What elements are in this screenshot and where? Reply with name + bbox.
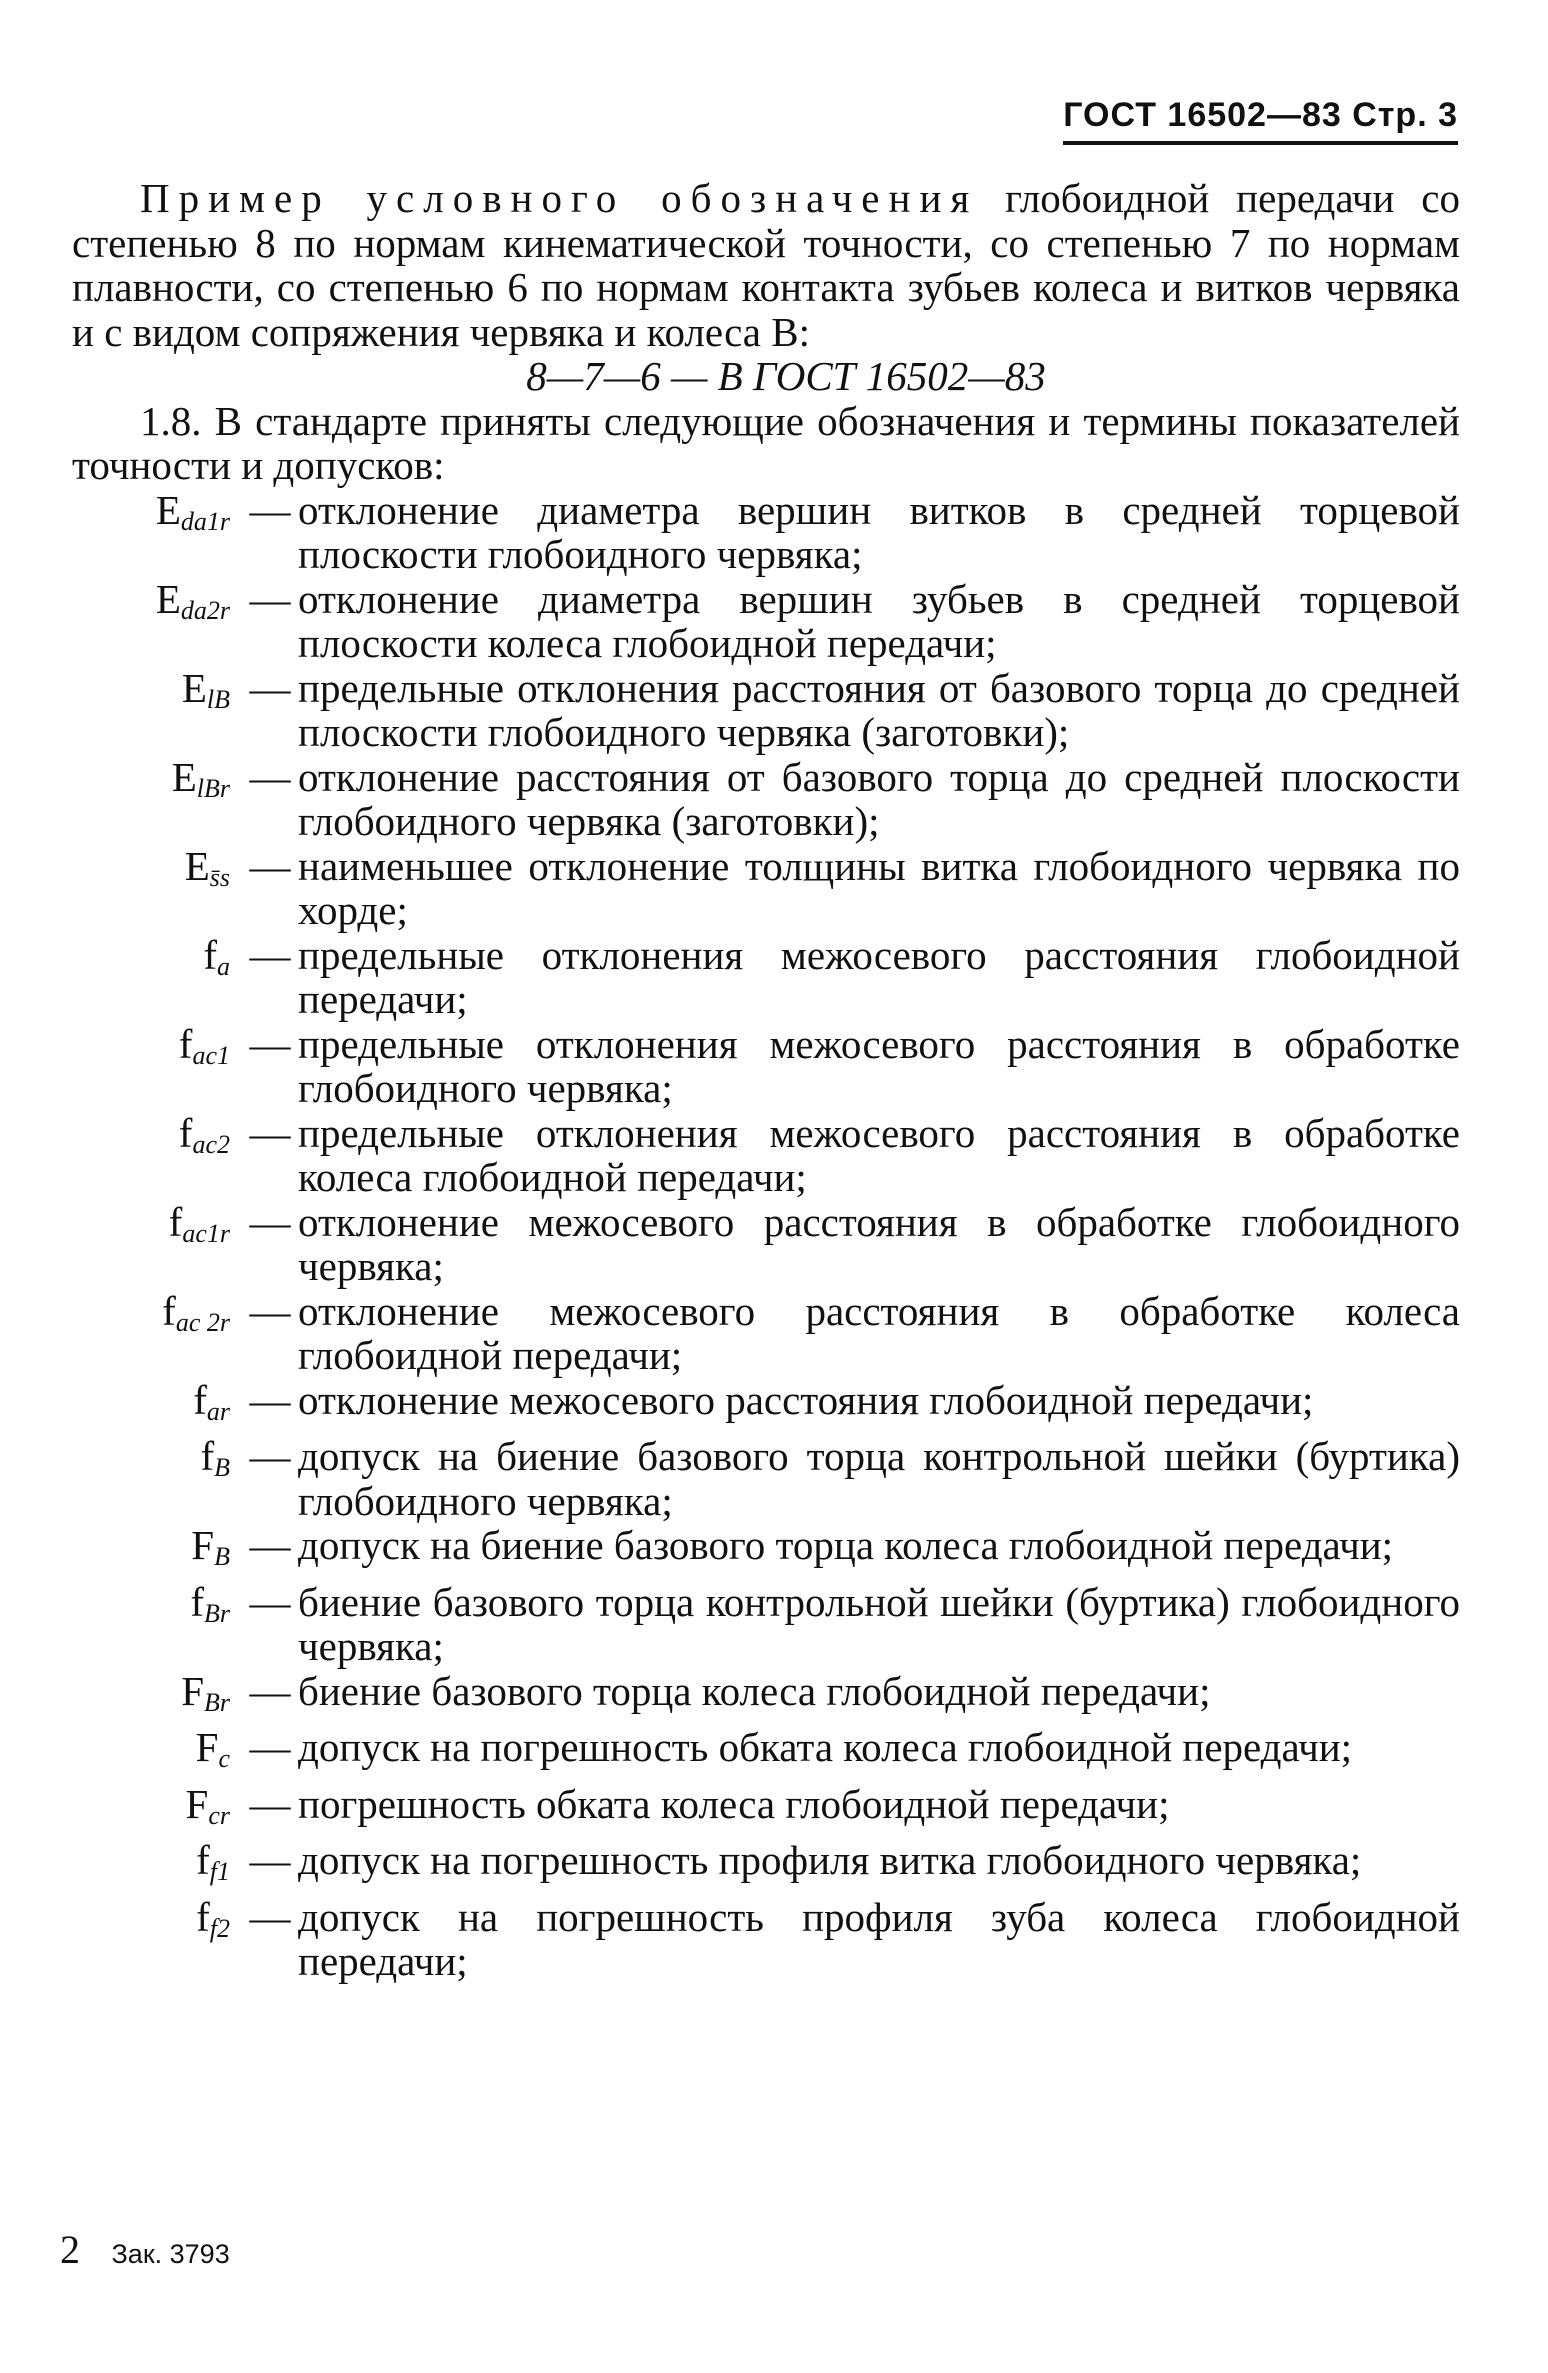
definition-dash: — (249, 1780, 291, 1827)
definition-symbol (72, 1580, 242, 1637)
definition-text: допуск на погрешность профиля витка глобоидного червяка; (298, 1837, 1362, 1883)
definition-symbol (72, 1838, 242, 1895)
definition-symbol (72, 666, 242, 723)
symbol-letter: E (155, 575, 181, 622)
definition-symbol (72, 1200, 242, 1257)
definition-dash: — (249, 1198, 291, 1245)
definition-text: предельные отклонения расстояния от базового торца до средней плоскости глобоидного червяка (заготовки); (298, 664, 1460, 755)
definition-row (72, 1782, 1460, 1839)
definition-text: отклонение межосевого расстояния в обработке глобоидного червяка; (298, 1198, 1460, 1289)
symbol-subscript: Br (204, 1598, 230, 1628)
symbol-subscript: B (214, 1453, 230, 1482)
definition-dash: — (249, 486, 291, 533)
definition-row (72, 1111, 1460, 1200)
definition-dash: — (249, 1020, 291, 1067)
definition-row (72, 1022, 1460, 1111)
definition-symbol (72, 1782, 242, 1839)
definition-dash: — (249, 842, 291, 889)
definition-text: предельные отклонения межосевого расстояния в обработке глобоидного червяка; (298, 1020, 1460, 1111)
symbol-letter: F (191, 1522, 215, 1568)
definition-dash: — (249, 1578, 291, 1625)
example-paragraph (72, 176, 1460, 354)
definition-row (72, 933, 1460, 1022)
definition-row (72, 1378, 1460, 1435)
definition-dash: — (249, 1837, 291, 1883)
definition-dash: — (249, 1522, 291, 1568)
definition-text: отклонение межосевого расстояния в обработке колеса глобоидной передачи; (298, 1287, 1460, 1378)
symbol-letter: E (171, 753, 197, 800)
definition-text: допуск на погрешность профиля зуба колеса глобоидной передачи; (298, 1893, 1460, 1984)
footer-page-number: 2 (60, 2227, 80, 2272)
definition-text: предельные отклонения межосевого расстояния в обработке колеса глобоидной передачи; (298, 1109, 1460, 1200)
definition-text: погрешность обката колеса глобоидной передачи; (298, 1780, 1170, 1827)
definition-row (72, 1434, 1460, 1523)
definition-symbol (72, 1022, 242, 1079)
definition-row (72, 1580, 1460, 1669)
symbol-letter: f (168, 1198, 183, 1245)
symbol-letter: f (203, 931, 217, 978)
symbol-letter: E (155, 486, 181, 533)
definition-symbol (72, 933, 242, 990)
symbol-letter: F (181, 1667, 204, 1714)
page-header: ГОСТ 16502—83 Стр. 3 (1063, 96, 1458, 145)
symbol-letter: f (196, 1893, 210, 1940)
definition-row (72, 666, 1460, 755)
definition-text: отклонение диаметра вершин зубьев в средней торцевой плоскости колеса глобоидной передачи; (298, 575, 1460, 666)
definition-dash: — (249, 1724, 291, 1770)
definition-dash: — (249, 931, 291, 978)
symbol-letter: f (196, 1837, 210, 1883)
symbol-subscript: c (218, 1744, 230, 1773)
example-text: глобоидной передачи со степенью 8 по нормам кинематической точности, со степенью 7 по нормам плавности, со степенью 6 по нормам контакта зубьев колеса и витков червяка и с видом сопряжения червяка и колеса В: (72, 175, 1460, 355)
definition-row (72, 488, 1460, 577)
symbol-subscript: s̄s (209, 862, 230, 892)
definition-dash: — (249, 1893, 291, 1940)
definition-text: отклонение межосевого расстояния глобоидной передачи; (298, 1376, 1314, 1423)
symbol-subscript: lB (206, 684, 230, 714)
symbol-letter: f (178, 1109, 193, 1156)
definition-text: допуск на биение базового торца контрольной шейки (буртика) глобоидного червяка; (298, 1433, 1460, 1524)
definition-symbol (72, 488, 242, 545)
definition-dash: — (249, 664, 291, 711)
definition-symbol (72, 1669, 242, 1726)
definition-row (72, 577, 1460, 666)
symbol-letter: E (184, 842, 210, 889)
definition-row (72, 1838, 1460, 1895)
definition-symbol (72, 755, 242, 812)
definition-text: отклонение расстояния от базового торца до средней плоскости глобоидного червяка (заготовки); (298, 753, 1460, 844)
symbol-subscript: Br (204, 1687, 230, 1717)
symbol-subscript: cr (208, 1800, 230, 1830)
definition-symbol (72, 1289, 242, 1346)
definition-symbol (72, 1725, 242, 1782)
definition-symbol (72, 1378, 242, 1435)
definition-symbol (72, 1895, 242, 1952)
definition-row (72, 1200, 1460, 1289)
symbol-subscript: ac 2r (175, 1307, 230, 1337)
definition-row (72, 1669, 1460, 1726)
definition-row (72, 1289, 1460, 1378)
footer-order: Зак. 3793 (111, 2239, 230, 2269)
designation-formula: 8—7—6 — В ГОСТ 16502—83 (526, 353, 1046, 399)
symbol-letter: f (193, 1376, 207, 1423)
symbol-subscript: B (214, 1542, 230, 1571)
definition-text: допуск на погрешность обката колеса глобоидной передачи; (298, 1724, 1353, 1770)
symbol-letter: f (200, 1433, 215, 1479)
symbol-letter: E (181, 664, 207, 711)
symbol-subscript: ac1r (182, 1218, 230, 1248)
definition-row (72, 844, 1460, 933)
definition-symbol (72, 577, 242, 634)
symbol-subscript: f1 (209, 1857, 230, 1886)
definition-symbol (72, 1523, 242, 1580)
symbol-letter: f (178, 1020, 193, 1067)
symbol-letter: F (185, 1780, 209, 1827)
definition-row (72, 1895, 1460, 1984)
definition-text: биение базового торца контрольной шейки (буртика) глобоидного червяка; (298, 1578, 1460, 1669)
page-footer (60, 2226, 230, 2273)
example-lead: Пример условного обозначения (140, 175, 979, 221)
symbol-subscript: ac2 (192, 1129, 230, 1159)
symbol-subscript: lBr (196, 773, 230, 803)
definition-symbol (72, 1111, 242, 1168)
definition-symbol (72, 844, 242, 901)
symbol-letter: f (162, 1287, 176, 1334)
definition-dash: — (249, 1667, 291, 1714)
definition-dash: — (249, 1433, 291, 1479)
symbol-subscript: da1r (180, 506, 230, 536)
symbol-subscript: a (217, 951, 230, 981)
definition-row (72, 1523, 1460, 1580)
definition-text: наименьшее отклонение толщины витка глобоидного червяка по хорде; (298, 842, 1460, 933)
definition-symbol (72, 1434, 242, 1491)
definition-text: биение базового торца колеса глобоидной передачи; (298, 1667, 1211, 1714)
definition-dash: — (249, 1376, 291, 1423)
definition-dash: — (249, 1287, 291, 1334)
symbol-subscript: f2 (209, 1913, 230, 1943)
symbol-subscript: ac1 (192, 1040, 230, 1070)
symbol-subscript: ar (206, 1396, 230, 1426)
definitions-list (72, 488, 1460, 1984)
section-paragraph: 1.8. В стандарте приняты следующие обозначения и термины показателей точности и допусков: (72, 397, 1460, 488)
definition-row (72, 1725, 1460, 1782)
symbol-letter: F (195, 1724, 219, 1770)
definition-text: допуск на биение базового торца колеса глобоидной передачи; (298, 1522, 1394, 1568)
definition-dash: — (249, 1109, 291, 1156)
definition-dash: — (249, 575, 291, 622)
definition-row (72, 755, 1460, 844)
definition-text: предельные отклонения межосевого расстояния глобоидной передачи; (298, 931, 1460, 1022)
symbol-letter: f (190, 1578, 204, 1625)
document-body (72, 176, 1460, 1984)
definition-dash: — (249, 753, 291, 800)
symbol-subscript: da2r (180, 595, 230, 625)
definition-text: отклонение диаметра вершин витков в средней торцевой плоскости глобоидного червяка; (298, 486, 1460, 577)
